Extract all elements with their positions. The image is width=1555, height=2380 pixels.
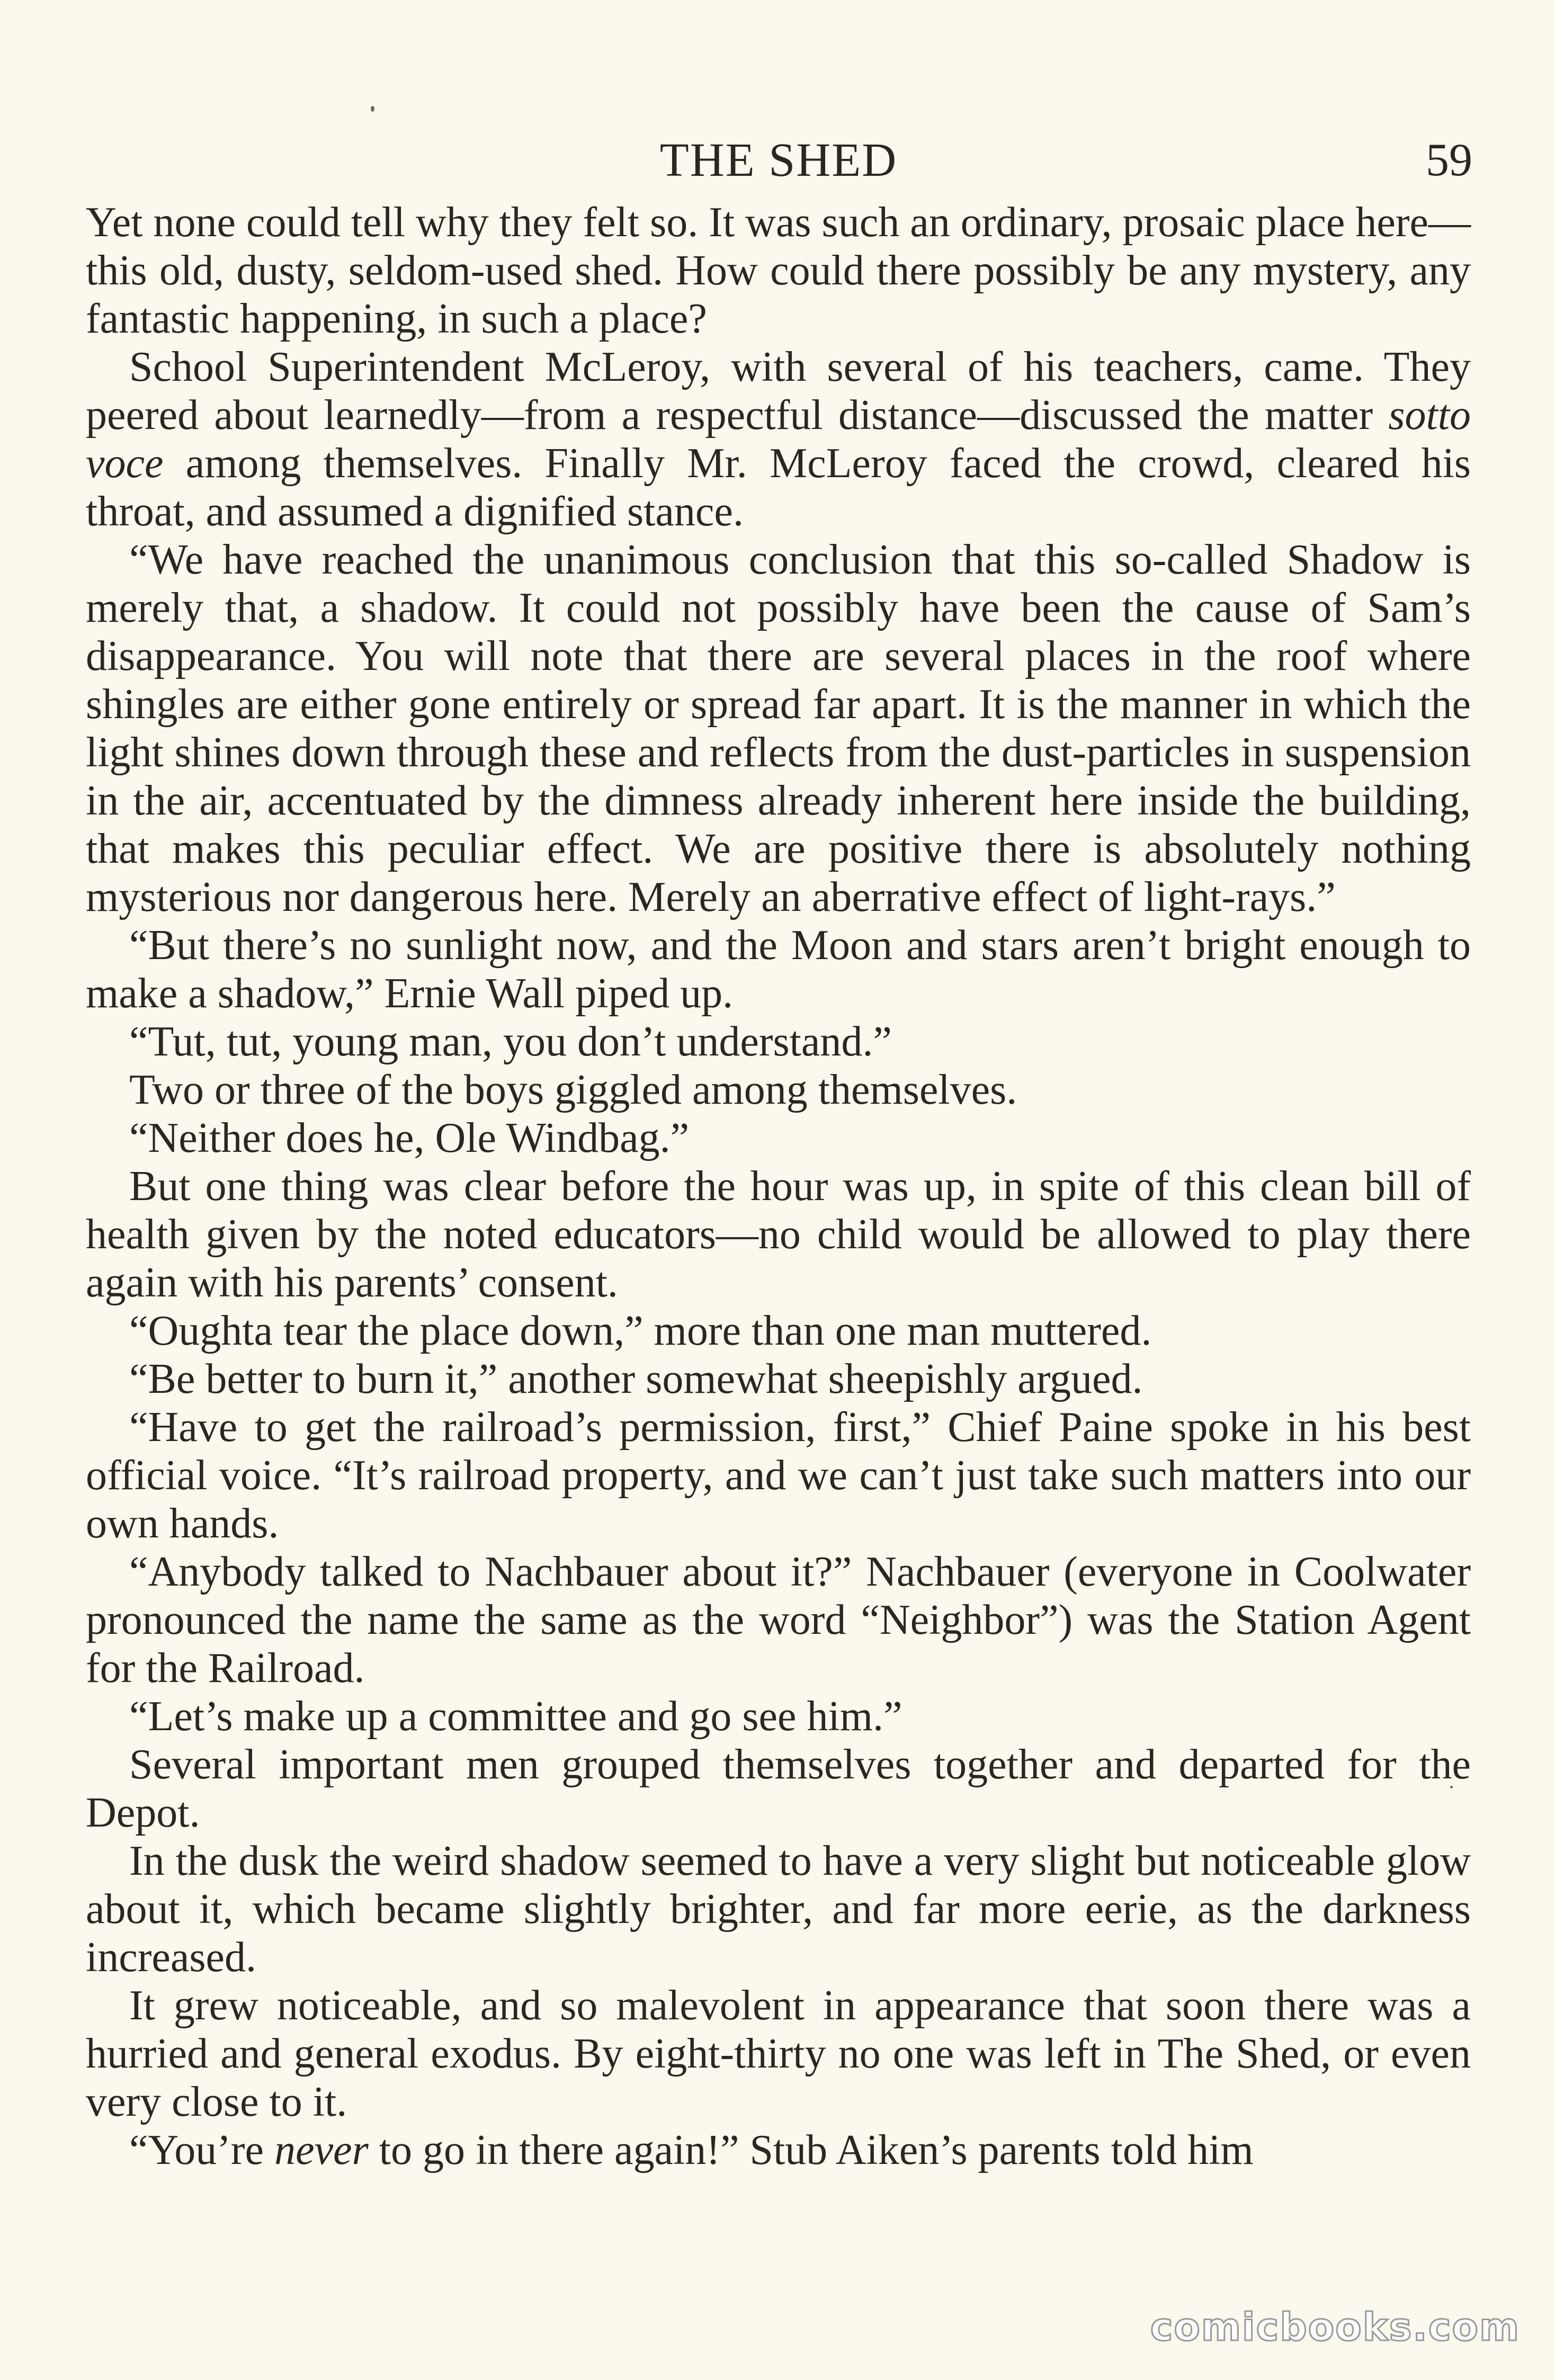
italic-text: sotto voce xyxy=(86,392,1471,487)
paragraph-text: “Have to get the railroad’s permission, first,” Chief Paine spoke in his best official voice. “It’s railroad property, and we can’t just take such matters into our own hands. xyxy=(86,1404,1471,1547)
page-number: 59 xyxy=(1426,135,1472,186)
paragraph xyxy=(86,199,1471,343)
body-text xyxy=(86,199,1471,2175)
paragraph-text: “Tut, tut, young man, you don’t understand.” xyxy=(129,1018,892,1065)
running-head: THE SHED xyxy=(659,134,898,186)
paragraph-text: Two or three of the boys giggled among themselves. xyxy=(129,1067,1017,1113)
paragraph xyxy=(86,343,1471,536)
paragraph xyxy=(86,1837,1471,1982)
paragraph xyxy=(86,2126,1471,2175)
paragraph xyxy=(86,1982,1471,2126)
ink-speck xyxy=(371,106,374,112)
paragraph xyxy=(86,1162,1471,1307)
paragraph-text: Several important men grouped themselves together and departed for the Depot. xyxy=(86,1741,1471,1836)
paragraph xyxy=(86,536,1471,921)
paragraph-text: to go in there again!” Stub Aiken’s parents told him xyxy=(368,2127,1254,2173)
paragraph-text: In the dusk the weird shadow seemed to have a very slight but noticeable glow about it, which became slightly brighter, and far more eerie, as the darkness increased. xyxy=(86,1838,1471,1981)
paragraph-text: “Oughta tear the place down,” more than one man muttered. xyxy=(129,1308,1152,1354)
paragraph-text: “We have reached the unanimous conclusion that this so-called Shadow is merely that, a shadow. It could not possibly have been the cause of Sam’s disappearance. You will note that there are several places in the roof where shingles are either gone entirely or spread far apart. It is the manner in which the light shines down through these and reflects from the dust-particles in suspension in the air, accentuated by the dimness already inherent here inside the building, that makes this peculiar effect. We are positive there is absolutely nothing mysterious nor dangerous here. Merely an aberrative effect of light-rays.” xyxy=(86,536,1471,920)
paragraph xyxy=(86,1403,1471,1548)
paragraph xyxy=(86,1693,1471,1741)
paragraph xyxy=(86,921,1471,1018)
paragraph-text: “But there’s no sunlight now, and the Moon and stars aren’t bright enough to make a shadow,” Ernie Wall piped up. xyxy=(86,922,1471,1017)
paragraph-text: School Superintendent McLeroy, with several of his teachers, came. They peered about learnedly—from a respectful distance—discussed the matter xyxy=(86,344,1471,439)
paragraph-text: “Neither does he, Ole Windbag.” xyxy=(129,1115,690,1161)
paragraph-text: “Let’s make up a committee and go see him.” xyxy=(129,1693,902,1740)
paragraph xyxy=(86,1066,1471,1114)
paragraph xyxy=(86,1018,1471,1066)
paragraph-text: among themselves. Finally Mr. McLeroy faced the crowd, cleared his throat, and assumed a dignified stance. xyxy=(86,440,1471,535)
paragraph xyxy=(86,1355,1471,1403)
paragraph-text: Yet none could tell why they felt so. It was such an ordinary, prosaic place here—this old, dusty, seldom-used shed. How could there possibly be any mystery, any fantastic happening, in such a place? xyxy=(86,199,1471,342)
paragraph xyxy=(86,1741,1471,1837)
page-header xyxy=(85,131,1472,190)
paragraph-text: “Anybody talked to Nachbauer about it?” Nachbauer (everyone in Coolwater pronounced the name the same as the word “Neighbor”) was the Station Agent for the Railroad. xyxy=(86,1549,1471,1692)
paragraph-text: “You’re xyxy=(129,2127,275,2173)
paragraph xyxy=(86,1548,1471,1693)
watermark: comicbooks.com xyxy=(1150,2305,1520,2349)
paragraph-text: But one thing was clear before the hour was up, in spite of this clean bill of health given by the noted educators—no child would be allowed to play there again with his parents’ consent. xyxy=(86,1163,1471,1306)
paragraph-text: “Be better to burn it,” another somewhat sheepishly argued. xyxy=(129,1356,1143,1402)
paragraph xyxy=(86,1114,1471,1162)
paragraph-text: It grew noticeable, and so malevolent in appearance that soon there was a hurried and general exodus. By eight-thirty no one was left in The Shed, or even very close to it. xyxy=(86,1982,1471,2125)
italic-text: never xyxy=(274,2127,369,2173)
paragraph xyxy=(86,1307,1471,1355)
